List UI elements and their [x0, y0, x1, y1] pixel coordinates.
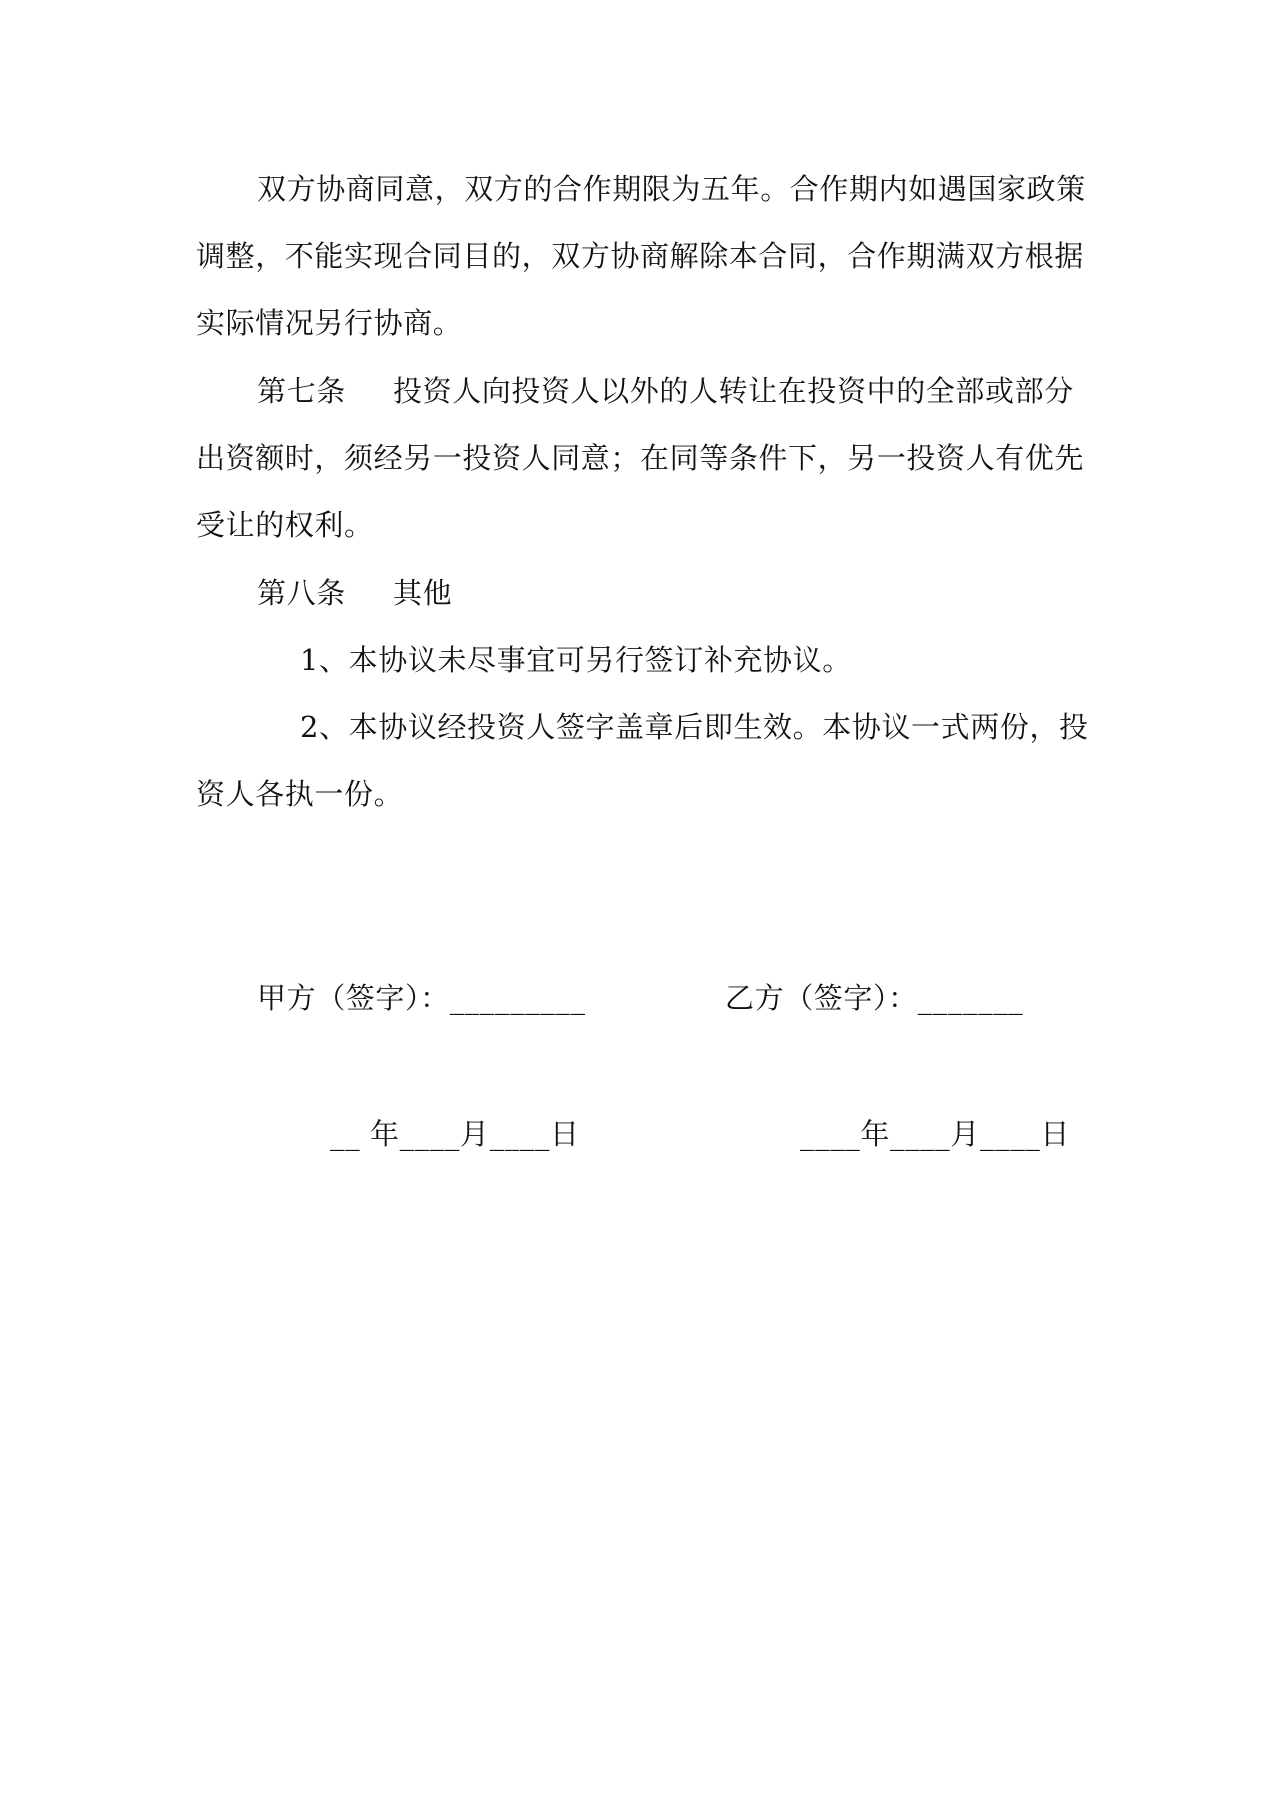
article-7-line-2: 出资额时，须经另一投资人同意；在同等条件下，另一投资人有优先	[196, 441, 1085, 475]
article-7-line-3: 受让的权利。	[196, 508, 374, 542]
article-8-label: 第八条	[257, 576, 346, 610]
party-b-date: ____年____月____日	[800, 1117, 1070, 1151]
article-8-item-2-line-2: 资人各执一份。	[196, 777, 404, 811]
term-paragraph-line-3: 实际情况另行协商。	[196, 306, 463, 340]
term-paragraph-line-1: 双方协商同意，双方的合作期限为五年。合作期内如遇国家政策	[257, 172, 1086, 206]
article-7-line-1	[257, 371, 1074, 411]
party-b-signature: 乙方（签字）：_______	[725, 981, 1024, 1015]
article-8-item-1: 1、本协议未尽事宜可另行签订补充协议。	[300, 643, 852, 677]
article-8-item-2-line-1: 2、本协议经投资人签字盖章后即生效。本协议一式两份，投	[300, 710, 1089, 744]
article-8-heading	[257, 573, 452, 613]
article-7-text: 投资人向投资人以外的人转让在投资中的全部或部分	[393, 374, 1074, 408]
article-7-label: 第七条	[257, 374, 346, 408]
party-a-signature: 甲方（签字）：_________	[257, 981, 586, 1015]
article-8-title: 其他	[393, 576, 453, 610]
party-a-date: __ 年____月____日	[330, 1117, 580, 1151]
term-paragraph-line-2: 调整，不能实现合同目的，双方协商解除本合同，合作期满双方根据	[196, 239, 1085, 273]
